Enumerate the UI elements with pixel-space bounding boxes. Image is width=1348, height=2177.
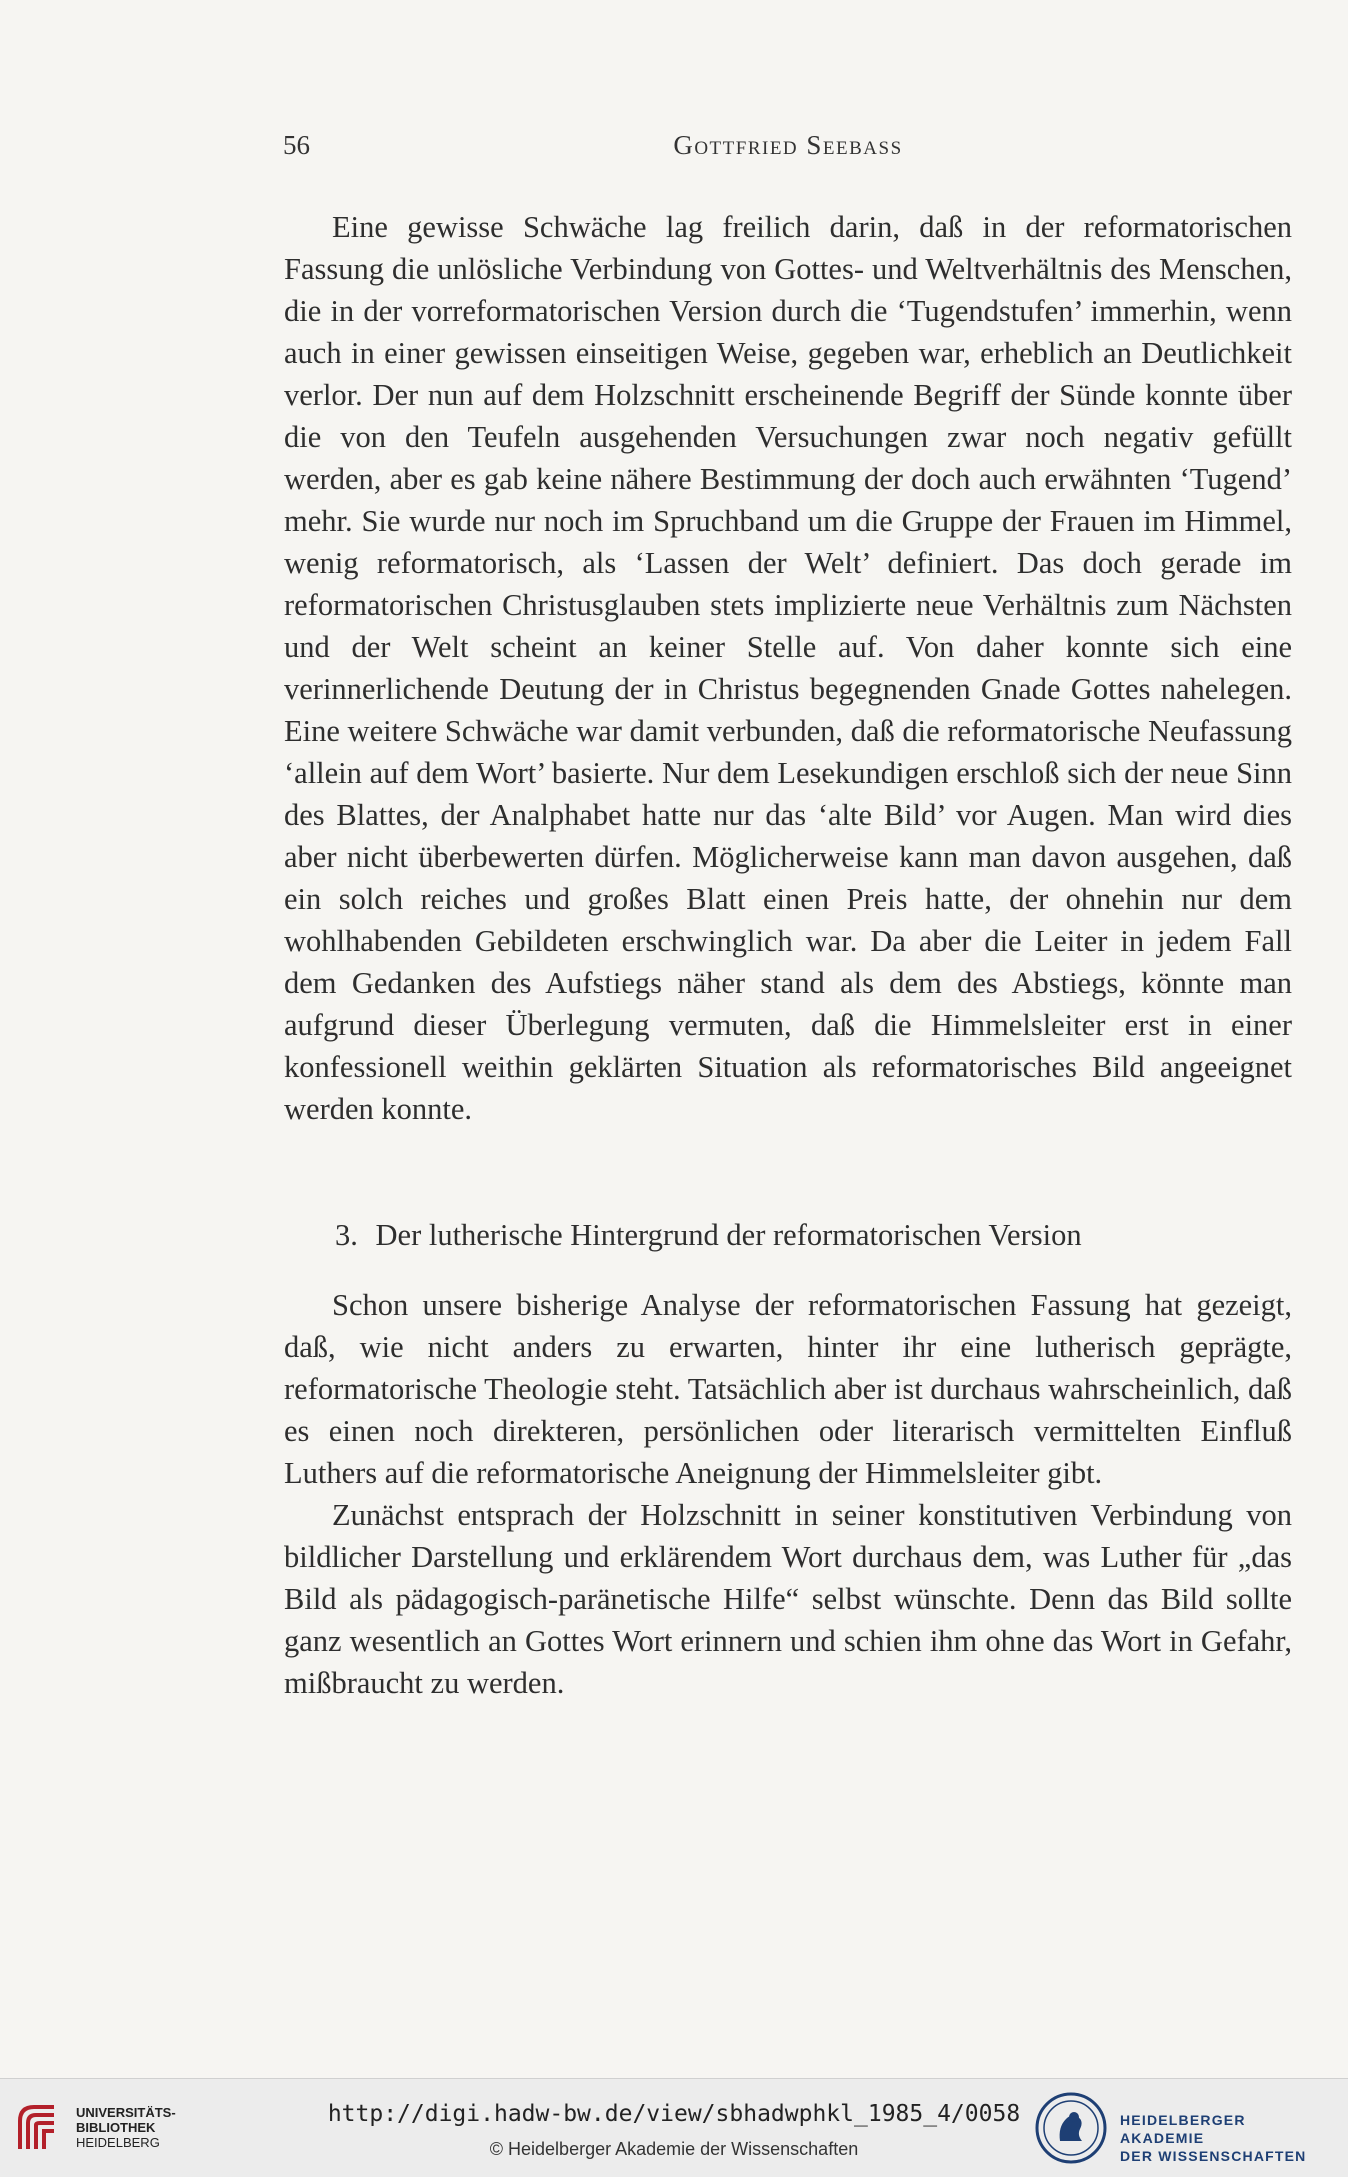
permalink-url[interactable]: http://digi.hadw-bw.de/view/sbhadwphkl_1985_4/0058 <box>327 2101 1021 2127</box>
section-heading-text: Der lutherische Hintergrund der reformatorischen Version <box>375 1218 1082 1252</box>
paragraph-1: Eine gewisse Schwäche lag freilich darin, daß in der reformatorischen Fassung die unlösliche Verbindung von Gottes- und Weltverhältnis des Menschen, die in der vorreformatorischen Version durch die ‘Tugendstufen’ immerhin, wenn auch in einer gewissen einseitigen Weise, gegeben war, erheblich an Deutlichkeit verlor. Der nun auf dem Holzschnitt erscheinende Begriff der Sünde konnte über die von den Teufeln ausgehenden Versuchungen zwar noch negativ gefüllt werden, aber es gab keine nähere Bestimmung der doch auch erwähnten ‘Tugend’ mehr. Sie wurde nur noch im Spruchband um die Gruppe der Frauen im Himmel, wenig reformatorisch, als ‘Lassen der Welt’ definiert. Das doch gerade im reformatorischen Christusglauben stets implizierte neue Verhältnis zum Nächsten und der Welt scheint an keiner Stelle auf. Von daher konnte sich eine verinnerlichende Deutung der in Christus begegnenden Gnade Gottes nahelegen. Eine weitere Schwäche war damit verbunden, daß die reformatorische Neufassung ‘allein auf dem Wort’ basierte. Nur dem Lesekundigen erschloß sich der neue Sinn des Blattes, der Analphabet hatte nur das ‘alte Bild’ vor Augen. Man wird dies aber nicht überbewerten dürfen. Möglicherweise kann man davon ausgehen, daß ein solch reiches und großes Blatt einen Preis hatte, der ohnehin nur dem wohlhabenden Gebildeten erschwinglich war. Da aber die Leiter in jedem Fall dem Gedanken des Aufstiegs näher stand als dem des Abstiegs, könnte man aufgrund dieser Überlegung vermuten, daß die Himmelsleiter erst in einer konfessionell weithin geklärten Situation als reformatorisches Bild angeeignet werden konnte. <box>284 210 1292 1126</box>
section-heading-number: 3. <box>335 1218 358 1252</box>
paragraph-3: Zunächst entsprach der Holzschnitt in seiner konstitutiven Verbindung von bildlicher Darstellung und erklärendem Wort durchaus dem, was Luther für „das Bild als pädagogisch-paränetische Hilfe“ selbst wünschte. Denn das Bild sollte ganz wesentlich an Gottes Wort erinnern und schien ihm ohne das Wort in Gefahr, mißbraucht zu werden. <box>284 1498 1292 1700</box>
body-text <box>284 206 1292 1704</box>
ub-heidelberg-logo-text: UNIVERSITÄTS- BIBLIOTHEK HEIDELBERG <box>76 2105 176 2150</box>
section-heading <box>284 1214 1292 1256</box>
copyright-notice: © Heidelberger Akademie der Wissenschaften <box>489 2139 859 2159</box>
running-title-author: Gottfried Seebass <box>673 130 903 160</box>
hadw-logo[interactable] <box>1034 2091 1334 2165</box>
running-head <box>283 130 1293 170</box>
footer-bar <box>0 2078 1348 2177</box>
page-number: 56 <box>283 130 310 160</box>
hadw-logo-text: HEIDELBERGER AKADEMIE DER WISSENSCHAFTEN <box>1120 2112 1307 2164</box>
hadw-seal-icon <box>1034 2091 1108 2165</box>
paragraph-2: Schon unsere bisherige Analyse der reformatorischen Fassung hat gezeigt, daß, wie nicht anders zu erwarten, hinter ihr eine lutherisch geprägte, reformatorische Theologie steht. Tatsächlich aber ist durchaus wahrscheinlich, daß es einen noch direkteren, persönlichen oder literarisch vermittelten Einfluß Luthers auf die reformatorische Aneignung der Himmelsleiter gibt. <box>284 1288 1292 1490</box>
